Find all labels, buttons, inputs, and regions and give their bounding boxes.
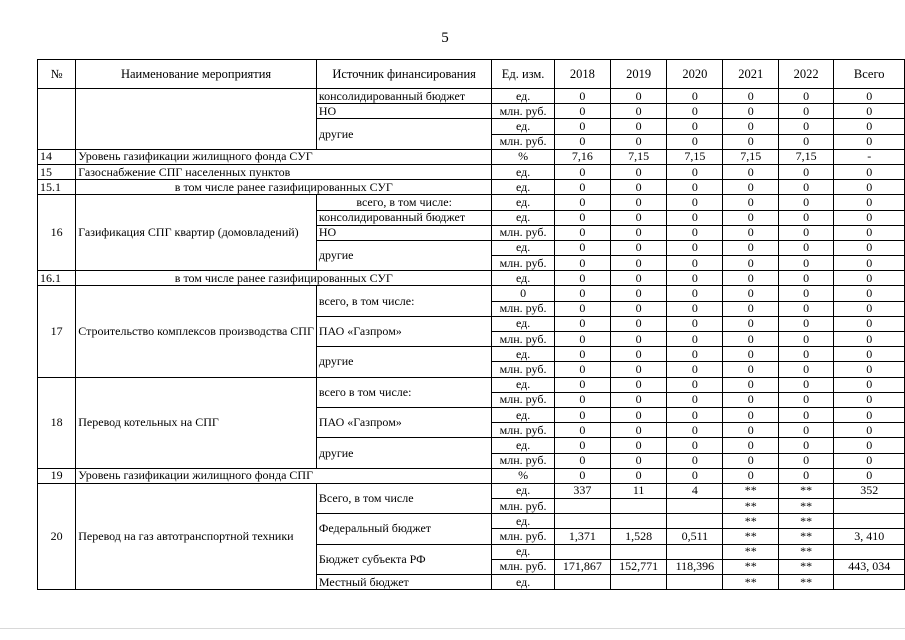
cell-2019: 0 bbox=[611, 407, 667, 422]
cell-name: в том числе ранее газифицированных СУГ bbox=[76, 271, 492, 286]
cell-2019: 0 bbox=[611, 316, 667, 331]
cell-2021: 0 bbox=[723, 407, 778, 422]
cell-name: Уровень газификации жилищного фонда СПГ bbox=[76, 468, 492, 483]
cell-2020 bbox=[667, 544, 723, 559]
cell-2022: 7,15 bbox=[778, 149, 833, 164]
cell-2021: 0 bbox=[723, 225, 778, 240]
cell-2020: 0 bbox=[667, 210, 723, 225]
cell-2018: 0 bbox=[554, 392, 610, 407]
cell-2019: 0 bbox=[611, 134, 667, 149]
cell-2019: 0 bbox=[611, 225, 667, 240]
cell-2020 bbox=[667, 499, 723, 514]
cell-2021: 0 bbox=[723, 119, 778, 134]
cell-unit: ед. bbox=[492, 89, 554, 104]
cell-2022: 0 bbox=[778, 423, 833, 438]
cell-total: 0 bbox=[834, 438, 905, 453]
cell-2019 bbox=[611, 544, 667, 559]
cell-2018: 0 bbox=[554, 438, 610, 453]
cell-2018: 0 bbox=[554, 316, 610, 331]
header-2021: 2021 bbox=[723, 60, 778, 89]
cell-2019: 0 bbox=[611, 468, 667, 483]
cell-2021: 0 bbox=[723, 271, 778, 286]
cell-total: 443, 034 bbox=[834, 559, 905, 574]
cell-2019: 0 bbox=[611, 271, 667, 286]
cell-total: 0 bbox=[834, 104, 905, 119]
cell-unit: млн. руб. bbox=[492, 392, 554, 407]
cell-unit: млн. руб. bbox=[492, 104, 554, 119]
cell-source: Местный бюджет bbox=[316, 575, 492, 590]
cell-unit: млн. руб. bbox=[492, 499, 554, 514]
cell-unit: млн. руб. bbox=[492, 225, 554, 240]
cell-unit: млн. руб. bbox=[492, 134, 554, 149]
cell-2020: 0 bbox=[667, 134, 723, 149]
cell-total: 0 bbox=[834, 89, 905, 104]
cell-2018 bbox=[554, 575, 610, 590]
cell-num: 15 bbox=[38, 164, 76, 179]
cell-2022: ** bbox=[778, 559, 833, 574]
cell-name bbox=[76, 89, 317, 150]
cell-2018 bbox=[554, 544, 610, 559]
cell-2022: 0 bbox=[778, 119, 833, 134]
table-row bbox=[38, 164, 905, 179]
cell-2020 bbox=[667, 575, 723, 590]
cell-unit: ед. bbox=[492, 377, 554, 392]
cell-source: Всего, в том числе bbox=[316, 483, 492, 513]
cell-unit: % bbox=[492, 468, 554, 483]
cell-name: Строительство комплексов производства СПГ bbox=[76, 286, 317, 377]
cell-2021: 0 bbox=[723, 286, 778, 301]
cell-2018: 0 bbox=[554, 332, 610, 347]
cell-2020: 0 bbox=[667, 271, 723, 286]
cell-2019: 0 bbox=[611, 423, 667, 438]
cell-total: 0 bbox=[834, 423, 905, 438]
cell-2021: 0 bbox=[723, 468, 778, 483]
cell-total: 0 bbox=[834, 453, 905, 468]
cell-total: 0 bbox=[834, 407, 905, 422]
cell-source: НО bbox=[316, 225, 492, 240]
cell-2019: 0 bbox=[611, 256, 667, 271]
cell-2018: 0 bbox=[554, 468, 610, 483]
cell-2022: 0 bbox=[778, 332, 833, 347]
cell-2020: 0 bbox=[667, 407, 723, 422]
cell-unit: млн. руб. bbox=[492, 559, 554, 574]
cell-2020: 0 bbox=[667, 332, 723, 347]
cell-2021: ** bbox=[723, 575, 778, 590]
cell-2020: 0 bbox=[667, 256, 723, 271]
cell-name: Уровень газификации жилищного фонда СУГ bbox=[76, 149, 492, 164]
cell-total: 0 bbox=[834, 347, 905, 362]
cell-total: 0 bbox=[834, 256, 905, 271]
cell-unit: млн. руб. bbox=[492, 529, 554, 544]
cell-2018 bbox=[554, 499, 610, 514]
cell-total: 0 bbox=[834, 301, 905, 316]
cell-2022: 0 bbox=[778, 210, 833, 225]
cell-2018: 0 bbox=[554, 271, 610, 286]
cell-2022: 0 bbox=[778, 453, 833, 468]
cell-2019: 0 bbox=[611, 210, 667, 225]
cell-unit: ед. bbox=[492, 407, 554, 422]
cell-2018: 0 bbox=[554, 195, 610, 210]
cell-2021: ** bbox=[723, 514, 778, 529]
cell-2021: ** bbox=[723, 529, 778, 544]
cell-total bbox=[834, 514, 905, 529]
cell-2018: 0 bbox=[554, 423, 610, 438]
cell-2021: ** bbox=[723, 499, 778, 514]
cell-name: Перевод котельных на СПГ bbox=[76, 377, 317, 468]
cell-2022: ** bbox=[778, 544, 833, 559]
cell-2018: 0 bbox=[554, 134, 610, 149]
cell-2019: 1,528 bbox=[611, 529, 667, 544]
cell-2019: 0 bbox=[611, 392, 667, 407]
cell-2022: 0 bbox=[778, 240, 833, 255]
cell-2021: 0 bbox=[723, 104, 778, 119]
cell-2021: 0 bbox=[723, 256, 778, 271]
cell-2021: 0 bbox=[723, 240, 778, 255]
program-table bbox=[37, 59, 905, 590]
cell-2020: 0,511 bbox=[667, 529, 723, 544]
cell-2019: 152,771 bbox=[611, 559, 667, 574]
cell-source: всего в том числе: bbox=[316, 377, 492, 407]
cell-2018: 0 bbox=[554, 347, 610, 362]
cell-2018: 0 bbox=[554, 89, 610, 104]
cell-2020: 0 bbox=[667, 286, 723, 301]
header-num: № bbox=[38, 60, 76, 89]
cell-2020: 0 bbox=[667, 362, 723, 377]
cell-2020: 0 bbox=[667, 453, 723, 468]
header-2019: 2019 bbox=[611, 60, 667, 89]
header-total: Всего bbox=[834, 60, 905, 89]
cell-2021: ** bbox=[723, 483, 778, 498]
cell-num: 18 bbox=[38, 377, 76, 468]
cell-2019: 0 bbox=[611, 89, 667, 104]
cell-2019: 0 bbox=[611, 453, 667, 468]
cell-2021: 0 bbox=[723, 332, 778, 347]
cell-name: Газификация СПГ квартир (домовладений) bbox=[76, 195, 317, 271]
cell-total: 3, 410 bbox=[834, 529, 905, 544]
table-row bbox=[38, 271, 905, 286]
cell-2020: 118,396 bbox=[667, 559, 723, 574]
cell-num: 15.1 bbox=[38, 180, 76, 195]
cell-2022: 0 bbox=[778, 104, 833, 119]
cell-2018: 0 bbox=[554, 119, 610, 134]
cell-source: всего, в том числе: bbox=[316, 286, 492, 316]
cell-num: 17 bbox=[38, 286, 76, 377]
cell-2019: 0 bbox=[611, 164, 667, 179]
cell-2021: 0 bbox=[723, 89, 778, 104]
cell-2021: 0 bbox=[723, 164, 778, 179]
cell-num: 16.1 bbox=[38, 271, 76, 286]
header-name: Наименование мероприятия bbox=[76, 60, 317, 89]
cell-2021: 0 bbox=[723, 453, 778, 468]
cell-2020: 0 bbox=[667, 164, 723, 179]
cell-2018: 0 bbox=[554, 453, 610, 468]
cell-2022: ** bbox=[778, 575, 833, 590]
cell-2022: 0 bbox=[778, 407, 833, 422]
cell-2019: 0 bbox=[611, 301, 667, 316]
cell-2022: 0 bbox=[778, 362, 833, 377]
cell-total bbox=[834, 575, 905, 590]
cell-2020: 0 bbox=[667, 195, 723, 210]
cell-2018: 0 bbox=[554, 164, 610, 179]
cell-total: 0 bbox=[834, 164, 905, 179]
cell-2022: ** bbox=[778, 499, 833, 514]
cell-unit: млн. руб. bbox=[492, 256, 554, 271]
cell-total: 0 bbox=[834, 377, 905, 392]
cell-2021: 0 bbox=[723, 195, 778, 210]
cell-2021: 7,15 bbox=[723, 149, 778, 164]
cell-2018: 1,371 bbox=[554, 529, 610, 544]
cell-name: Газоснабжение СПГ населенных пунктов bbox=[76, 164, 492, 179]
cell-2021: 0 bbox=[723, 180, 778, 195]
cell-2020: 0 bbox=[667, 119, 723, 134]
cell-source: консолидированный бюджет bbox=[316, 210, 492, 225]
header-source: Источник финансирования bbox=[316, 60, 492, 89]
cell-2019: 0 bbox=[611, 438, 667, 453]
cell-2019: 0 bbox=[611, 119, 667, 134]
cell-2021: 0 bbox=[723, 210, 778, 225]
cell-2022: ** bbox=[778, 529, 833, 544]
cell-2019: 0 bbox=[611, 104, 667, 119]
cell-2019: 0 bbox=[611, 286, 667, 301]
cell-unit: млн. руб. bbox=[492, 362, 554, 377]
cell-2020: 0 bbox=[667, 301, 723, 316]
cell-total bbox=[834, 544, 905, 559]
cell-source: Бюджет субъекта РФ bbox=[316, 544, 492, 574]
cell-2020: 0 bbox=[667, 347, 723, 362]
cell-2022: 0 bbox=[778, 271, 833, 286]
cell-2018: 0 bbox=[554, 407, 610, 422]
cell-source: консолидированный бюджет bbox=[316, 89, 492, 104]
cell-unit: ед. bbox=[492, 240, 554, 255]
cell-total: 0 bbox=[834, 210, 905, 225]
cell-2018: 7,16 bbox=[554, 149, 610, 164]
cell-2019: 0 bbox=[611, 240, 667, 255]
cell-2020: 0 bbox=[667, 377, 723, 392]
cell-total: 0 bbox=[834, 316, 905, 331]
cell-2022: 0 bbox=[778, 438, 833, 453]
cell-name: Перевод на газ автотранспортной техники bbox=[76, 483, 317, 589]
table-header-row bbox=[38, 60, 905, 89]
cell-unit: ед. bbox=[492, 180, 554, 195]
cell-2018: 0 bbox=[554, 104, 610, 119]
cell-2021: 0 bbox=[723, 362, 778, 377]
cell-2020 bbox=[667, 514, 723, 529]
cell-2019 bbox=[611, 514, 667, 529]
cell-source: другие bbox=[316, 347, 492, 377]
cell-2021: ** bbox=[723, 544, 778, 559]
cell-2021: 0 bbox=[723, 134, 778, 149]
cell-source: другие bbox=[316, 438, 492, 468]
cell-2019: 0 bbox=[611, 362, 667, 377]
table-row bbox=[38, 286, 905, 301]
cell-2022: 0 bbox=[778, 89, 833, 104]
cell-2018: 0 bbox=[554, 362, 610, 377]
cell-2019 bbox=[611, 499, 667, 514]
cell-2019: 11 bbox=[611, 483, 667, 498]
cell-2018 bbox=[554, 514, 610, 529]
cell-2018: 337 bbox=[554, 483, 610, 498]
cell-2022: 0 bbox=[778, 164, 833, 179]
cell-total: 0 bbox=[834, 332, 905, 347]
cell-total: 0 bbox=[834, 119, 905, 134]
cell-2019: 7,15 bbox=[611, 149, 667, 164]
page-number: 5 bbox=[441, 30, 449, 46]
cell-2019: 0 bbox=[611, 377, 667, 392]
cell-total: 0 bbox=[834, 195, 905, 210]
cell-unit: ед. bbox=[492, 164, 554, 179]
cell-unit: ед. bbox=[492, 195, 554, 210]
cell-2020: 0 bbox=[667, 225, 723, 240]
cell-source: ПАО «Газпром» bbox=[316, 407, 492, 437]
cell-unit: ед. bbox=[492, 575, 554, 590]
cell-total: 0 bbox=[834, 286, 905, 301]
cell-2020: 0 bbox=[667, 438, 723, 453]
cell-2022: ** bbox=[778, 483, 833, 498]
header-unit: Ед. изм. bbox=[492, 60, 554, 89]
cell-unit: ед. bbox=[492, 210, 554, 225]
cell-2018: 0 bbox=[554, 256, 610, 271]
cell-2020: 0 bbox=[667, 316, 723, 331]
cell-unit: ед. bbox=[492, 483, 554, 498]
cell-2018: 0 bbox=[554, 377, 610, 392]
table-row bbox=[38, 468, 905, 483]
table-row bbox=[38, 483, 905, 498]
table-row bbox=[38, 180, 905, 195]
cell-2022: 0 bbox=[778, 286, 833, 301]
cell-2022: 0 bbox=[778, 256, 833, 271]
cell-2022: 0 bbox=[778, 392, 833, 407]
cell-2022: 0 bbox=[778, 377, 833, 392]
cell-2018: 0 bbox=[554, 301, 610, 316]
cell-total: 0 bbox=[834, 271, 905, 286]
cell-num bbox=[38, 89, 76, 150]
cell-2018: 0 bbox=[554, 180, 610, 195]
cell-2021: ** bbox=[723, 559, 778, 574]
cell-2020: 4 bbox=[667, 483, 723, 498]
cell-source: другие bbox=[316, 119, 492, 149]
cell-unit: ед. bbox=[492, 438, 554, 453]
cell-2018: 0 bbox=[554, 210, 610, 225]
cell-total: 352 bbox=[834, 483, 905, 498]
cell-2022: 0 bbox=[778, 347, 833, 362]
cell-2022: 0 bbox=[778, 316, 833, 331]
cell-total bbox=[834, 499, 905, 514]
cell-2020: 0 bbox=[667, 240, 723, 255]
cell-2018: 171,867 bbox=[554, 559, 610, 574]
cell-source: Федеральный бюджет bbox=[316, 514, 492, 544]
header-2022: 2022 bbox=[778, 60, 833, 89]
cell-2020: 0 bbox=[667, 392, 723, 407]
cell-unit: ед. bbox=[492, 316, 554, 331]
cell-num: 19 bbox=[38, 468, 76, 483]
cell-source: НО bbox=[316, 104, 492, 119]
cell-2019: 0 bbox=[611, 195, 667, 210]
table-row bbox=[38, 149, 905, 164]
cell-unit: млн. руб. bbox=[492, 423, 554, 438]
cell-2021: 0 bbox=[723, 301, 778, 316]
cell-total: 0 bbox=[834, 240, 905, 255]
cell-2020: 7,15 bbox=[667, 149, 723, 164]
cell-2022: 0 bbox=[778, 195, 833, 210]
cell-unit: ед. bbox=[492, 119, 554, 134]
table-row bbox=[38, 377, 905, 392]
cell-2021: 0 bbox=[723, 347, 778, 362]
cell-2018: 0 bbox=[554, 240, 610, 255]
cell-2022: 0 bbox=[778, 468, 833, 483]
cell-unit: млн. руб. bbox=[492, 453, 554, 468]
cell-total: 0 bbox=[834, 468, 905, 483]
cell-2019: 0 bbox=[611, 332, 667, 347]
cell-2021: 0 bbox=[723, 423, 778, 438]
cell-2022: 0 bbox=[778, 225, 833, 240]
cell-2018: 0 bbox=[554, 286, 610, 301]
cell-source: другие bbox=[316, 240, 492, 270]
cell-source: ПАО «Газпром» bbox=[316, 316, 492, 346]
cell-2022: ** bbox=[778, 514, 833, 529]
cell-num: 16 bbox=[38, 195, 76, 271]
cell-unit: ед. bbox=[492, 271, 554, 286]
cell-2020: 0 bbox=[667, 89, 723, 104]
cell-2021: 0 bbox=[723, 438, 778, 453]
cell-2020: 0 bbox=[667, 104, 723, 119]
scan-edge-divider bbox=[0, 628, 905, 629]
cell-unit: ед. bbox=[492, 347, 554, 362]
cell-unit: 0 bbox=[492, 286, 554, 301]
cell-total: 0 bbox=[834, 225, 905, 240]
cell-2021: 0 bbox=[723, 377, 778, 392]
cell-2022: 0 bbox=[778, 301, 833, 316]
cell-unit: ед. bbox=[492, 544, 554, 559]
cell-total: - bbox=[834, 149, 905, 164]
cell-num: 20 bbox=[38, 483, 76, 589]
cell-total: 0 bbox=[834, 392, 905, 407]
cell-unit: млн. руб. bbox=[492, 332, 554, 347]
header-2020: 2020 bbox=[667, 60, 723, 89]
cell-2019: 0 bbox=[611, 347, 667, 362]
cell-2021: 0 bbox=[723, 316, 778, 331]
cell-2021: 0 bbox=[723, 392, 778, 407]
cell-2018: 0 bbox=[554, 225, 610, 240]
cell-2022: 0 bbox=[778, 180, 833, 195]
cell-total: 0 bbox=[834, 362, 905, 377]
cell-2019 bbox=[611, 575, 667, 590]
header-2018: 2018 bbox=[554, 60, 610, 89]
cell-2022: 0 bbox=[778, 134, 833, 149]
cell-num: 14 bbox=[38, 149, 76, 164]
cell-2020: 0 bbox=[667, 423, 723, 438]
cell-unit: ед. bbox=[492, 514, 554, 529]
table-row bbox=[38, 195, 905, 210]
cell-total: 0 bbox=[834, 134, 905, 149]
cell-unit: % bbox=[492, 149, 554, 164]
cell-2019: 0 bbox=[611, 180, 667, 195]
cell-2020: 0 bbox=[667, 180, 723, 195]
cell-name: в том числе ранее газифицированных СУГ bbox=[76, 180, 492, 195]
cell-unit: млн. руб. bbox=[492, 301, 554, 316]
table-row bbox=[38, 89, 905, 104]
cell-2020: 0 bbox=[667, 468, 723, 483]
cell-total: 0 bbox=[834, 180, 905, 195]
cell-source: всего, в том числе: bbox=[316, 195, 492, 210]
